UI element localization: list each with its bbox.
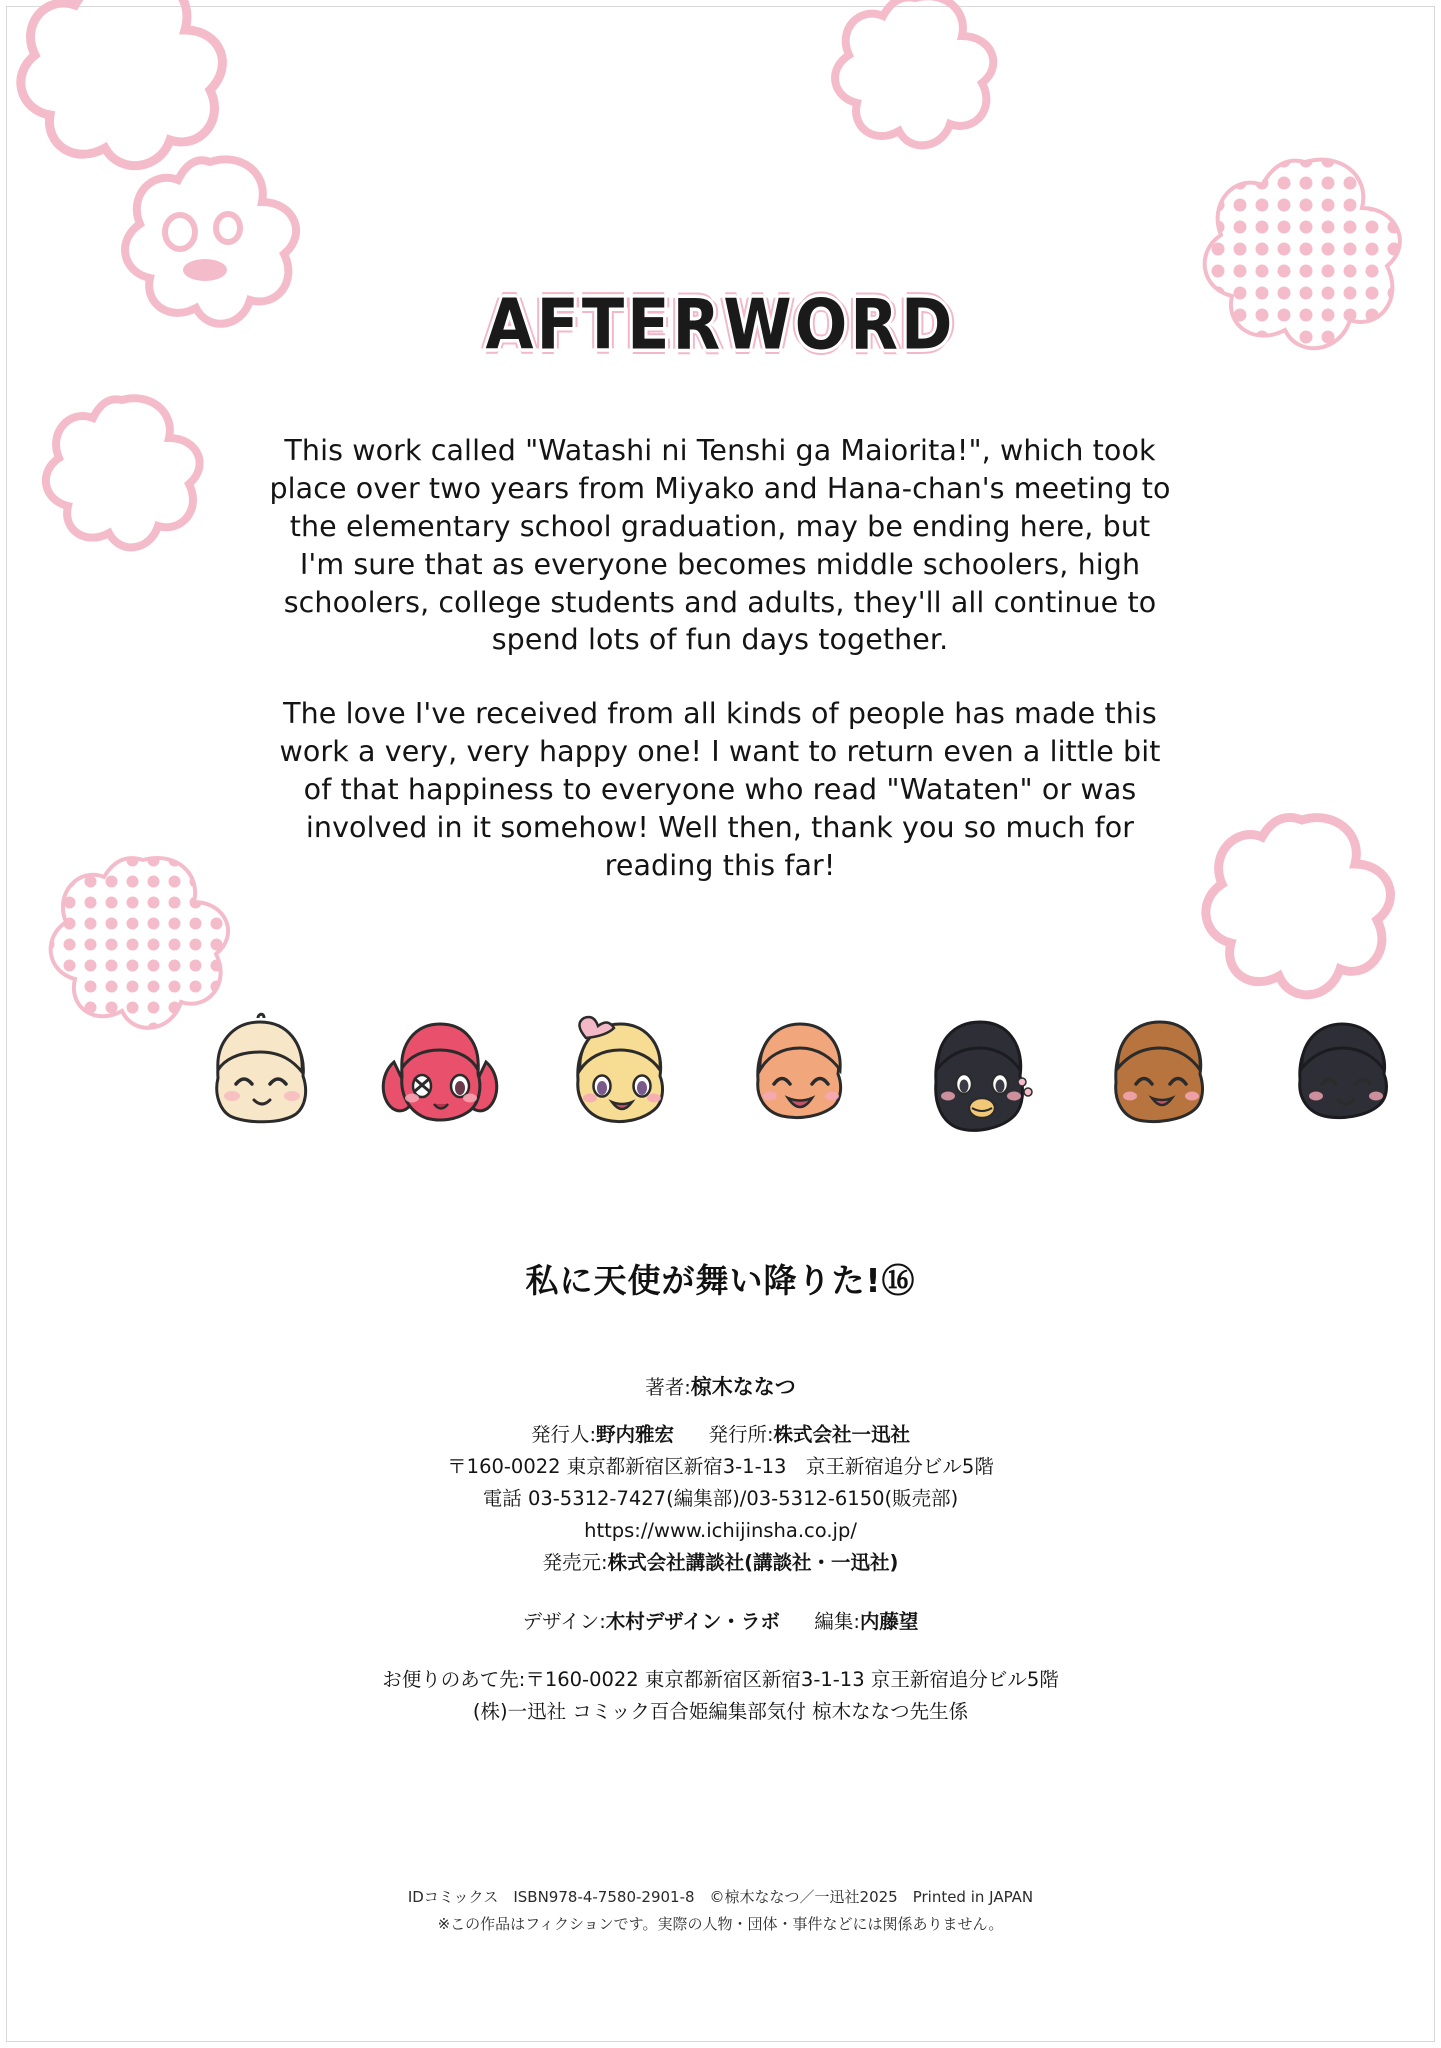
- author-name: 椋木ななつ: [690, 1375, 796, 1399]
- fineprint-isbn-line: IDコミックス ISBN978-4-7580-2901-8 ©椋木ななつ／一迅社2025 Printed in JAPAN: [407, 1888, 1034, 1906]
- colophon-publisher-row: [0, 1419, 1441, 1451]
- character-head-matsumoto: [1272, 1012, 1432, 1146]
- character-head-row: [0, 1012, 1441, 1152]
- afterword-text: [265, 432, 1175, 885]
- series-title: 私に天使が舞い降りた!⑯: [525, 1261, 916, 1300]
- distributor-name: 株式会社講談社(講談社・一迅社): [607, 1551, 899, 1575]
- colophon-mail-line-1: お便りのあて先:〒160-0022 東京都新宿区新宿3-1-13 京王新宿追分ビル5階: [382, 1667, 1059, 1691]
- distributor-label: 発売元:: [542, 1551, 608, 1575]
- publisher-person-name: 野内雅宏: [596, 1422, 675, 1446]
- editor-name: 内藤望: [859, 1609, 919, 1633]
- character-head-kanon: [1090, 1012, 1230, 1146]
- publisher-name: 株式会社一迅社: [773, 1422, 911, 1446]
- editor-label: 編集:: [814, 1609, 860, 1633]
- fineprint: [0, 1884, 1441, 1938]
- colophon-phone: 電話 03-5312-7427(編集部)/03-5312-6150(販売部): [482, 1486, 959, 1510]
- page-title: AFTERWORD: [485, 283, 956, 366]
- colophon: [0, 1370, 1441, 1728]
- character-head-hinata: [190, 1012, 330, 1146]
- colophon-url[interactable]: https://www.ichijinsha.co.jp/: [584, 1519, 857, 1543]
- colophon-author-row: [0, 1370, 1441, 1405]
- author-label: 著者:: [645, 1376, 691, 1399]
- publisher-label: 発行所:: [708, 1422, 774, 1446]
- colophon-staff-row: [0, 1606, 1441, 1638]
- afterword-paragraph-1: This work called "Watashi ni Tenshi ga Maiorita!", which took place over two years from Miyako and Hana-chan's meeting to the elementary school graduation, may be ending here, but I'm sure that as everyone becomes middle schoolers, high schoolers, college students and adults, they'll all continue to spend lots of fun days together.: [269, 434, 1171, 657]
- colophon-mail-line-2: (株)一迅社 コミック百合姫編集部気付 椋木ななつ先生係: [472, 1699, 969, 1723]
- colophon-distributor-row: [0, 1547, 1441, 1579]
- character-head-koyori: [730, 1012, 870, 1146]
- publisher-person-label: 発行人:: [530, 1422, 597, 1446]
- design-name: 木村デザイン・ラボ: [605, 1609, 780, 1633]
- fineprint-disclaimer-line: ※この作品はフィクションです。実際の人物・団体・事件などには関係ありません。: [437, 1915, 1004, 1933]
- afterword-paragraph-2: The love I've received from all kinds of people has made this work a very, very happy one! I want to return even a little bit of that happiness to everyone who read "Wataten" or was involved in it somehow! Well then, thank you so much for reading this far!: [279, 697, 1161, 882]
- colophon-address: 〒160-0022 東京都新宿区新宿3-1-13 京王新宿追分ビル5階: [447, 1454, 994, 1478]
- design-label: デザイン:: [522, 1609, 606, 1633]
- character-head-miyako: [910, 1012, 1050, 1151]
- character-head-noa: [550, 1012, 690, 1146]
- character-head-hana: [370, 1012, 510, 1146]
